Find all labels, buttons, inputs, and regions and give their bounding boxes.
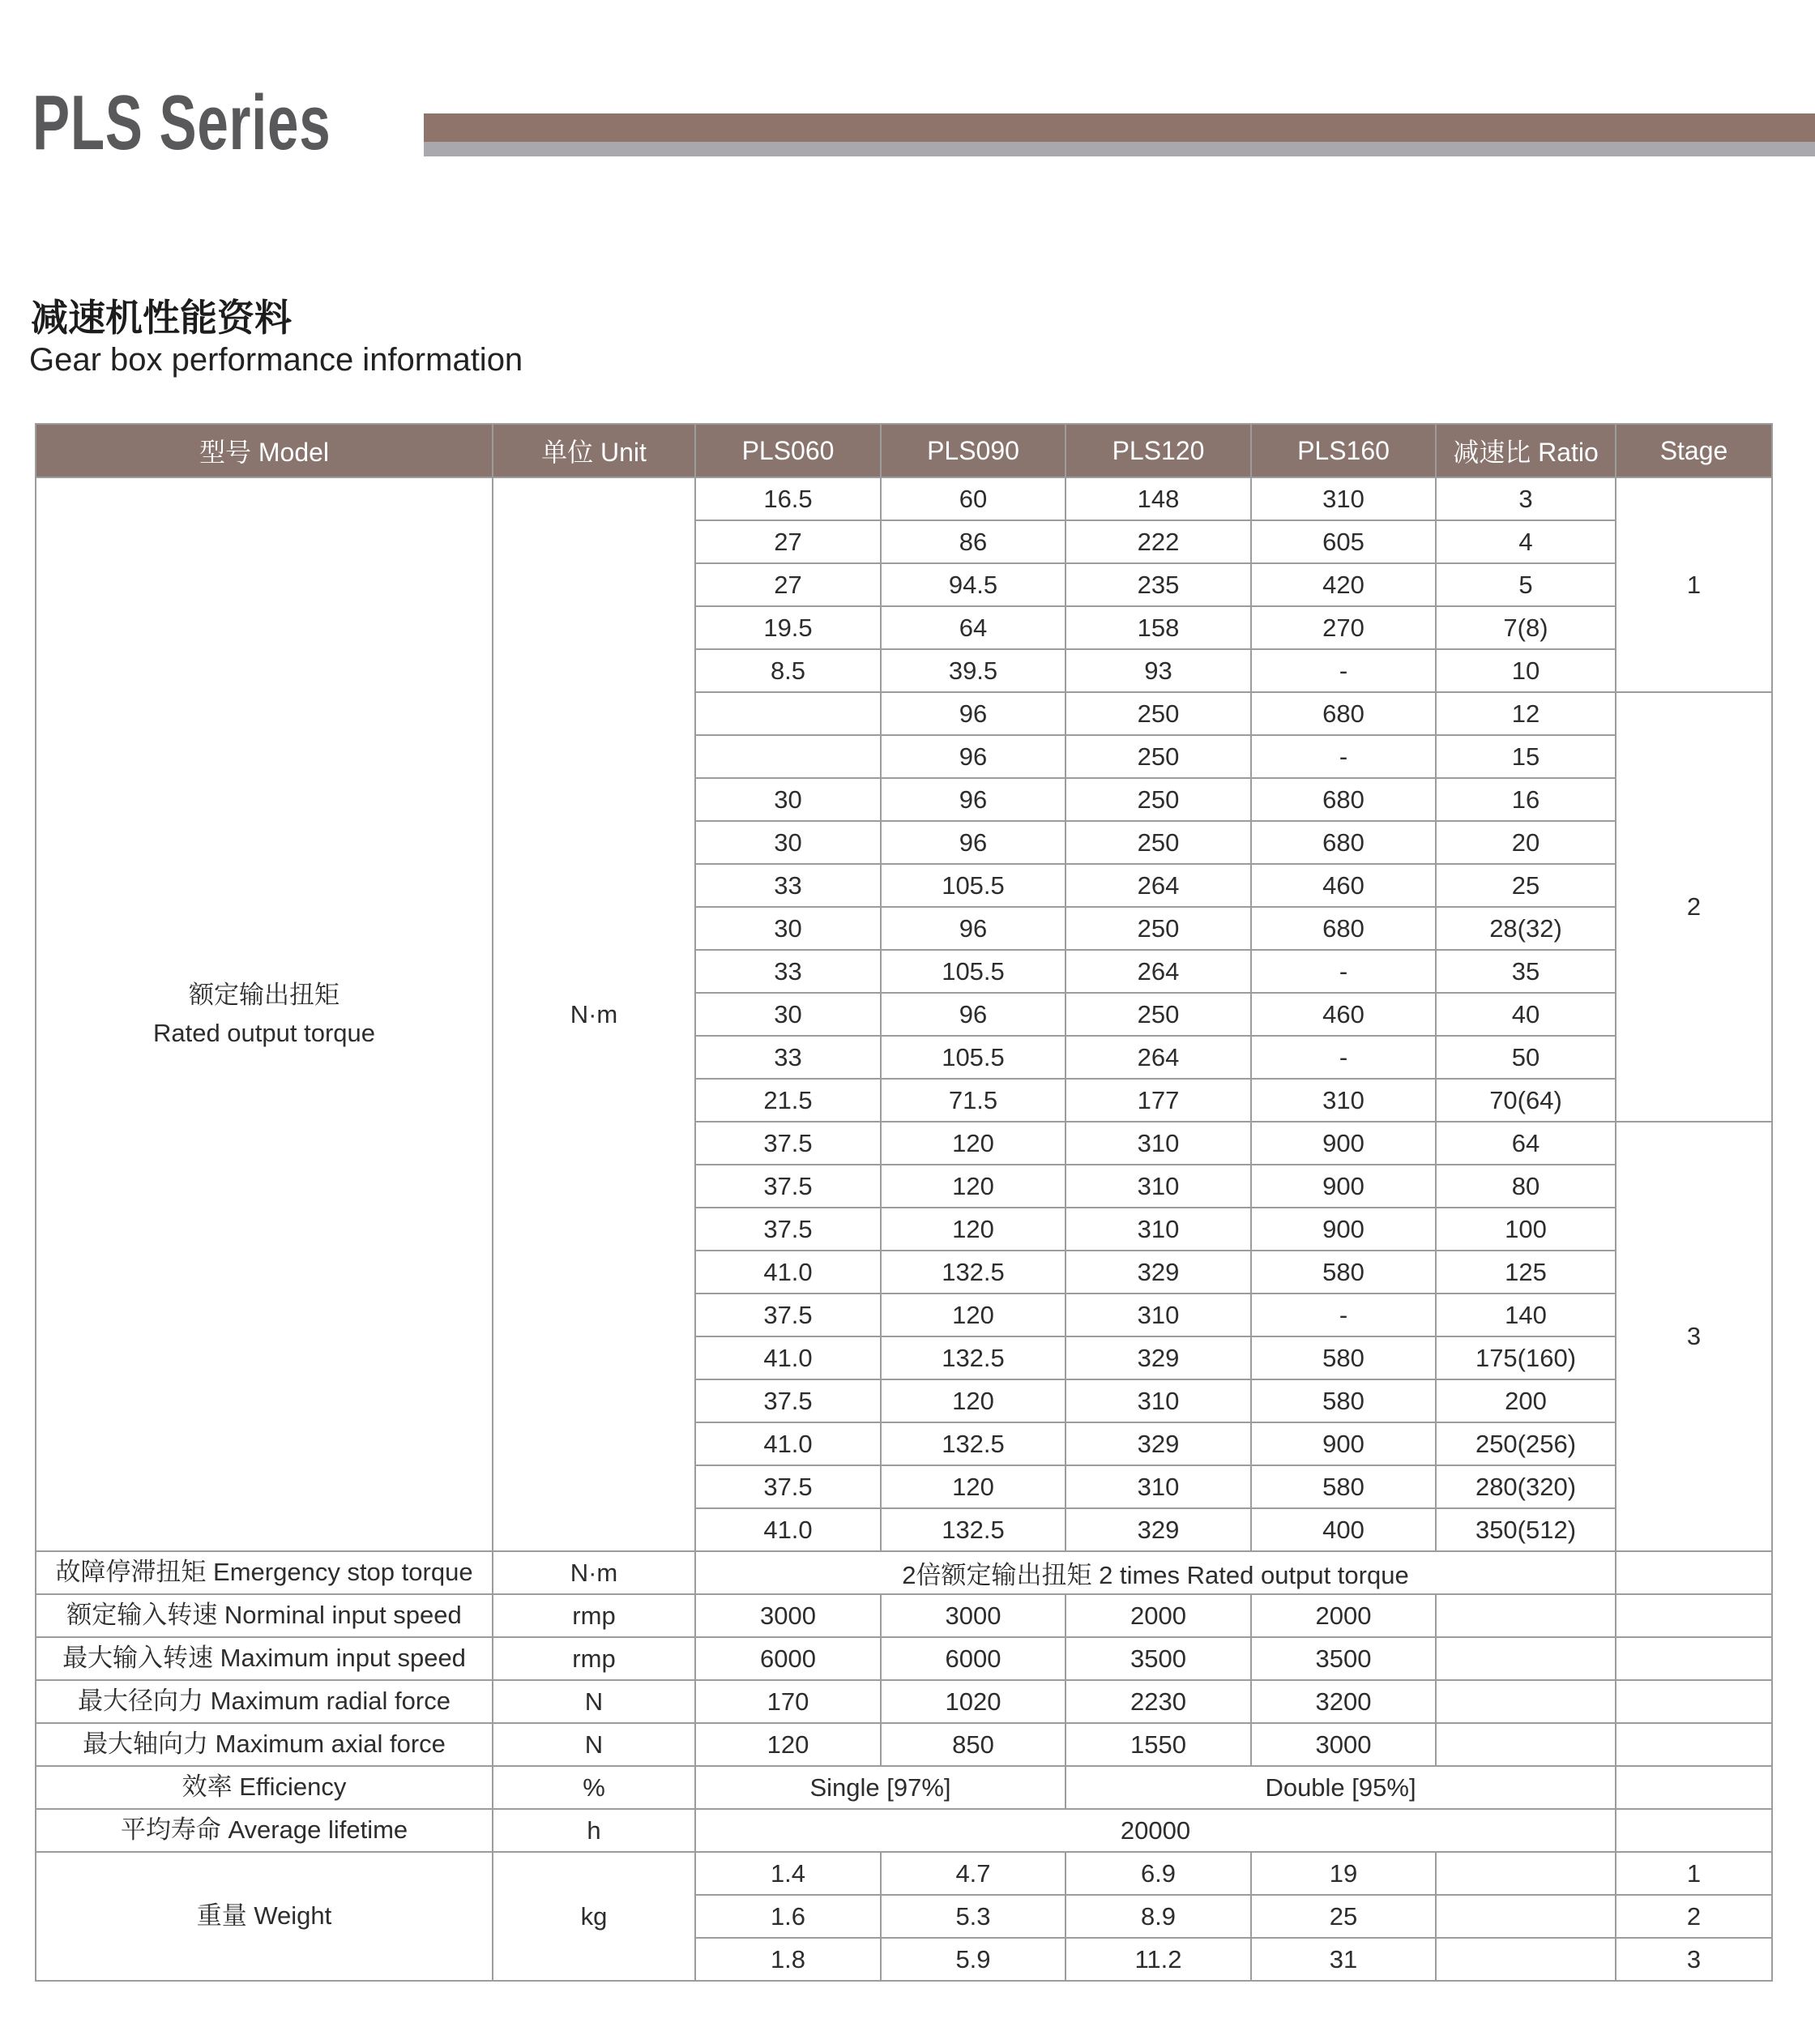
value-cell: 31 (1251, 1938, 1436, 1981)
ratio-cell: 20 (1436, 821, 1616, 864)
value-cell: 235 (1066, 563, 1251, 606)
value-cell: 86 (881, 520, 1066, 563)
ratio-cell: 50 (1436, 1036, 1616, 1079)
value-cell: 64 (881, 606, 1066, 649)
stage-cell: 3 (1616, 1938, 1772, 1981)
ratio-cell (1436, 1594, 1616, 1637)
stage-cell: 2 (1616, 692, 1772, 1122)
col-header-ratio: 减速比 Ratio (1436, 424, 1616, 477)
value-cell: 580 (1251, 1465, 1436, 1508)
stage-cell (1616, 1594, 1772, 1637)
value-cell: 30 (695, 778, 881, 821)
value-cell: - (1251, 649, 1436, 692)
value-cell: 5.3 (881, 1895, 1066, 1938)
value-cell (695, 692, 881, 735)
value-cell: 6000 (695, 1637, 881, 1680)
ratio-cell: 7(8) (1436, 606, 1616, 649)
value-cell: 460 (1251, 993, 1436, 1036)
torque-unit-cell: N·m (493, 477, 695, 1551)
table-row (36, 1852, 1772, 1895)
value-cell: 680 (1251, 692, 1436, 735)
col-header-pls090: PLS090 (881, 424, 1066, 477)
value-cell: 310 (1251, 1079, 1436, 1122)
value-cell: 680 (1251, 778, 1436, 821)
value-cell: 3500 (1066, 1637, 1251, 1680)
stage-cell: 1 (1616, 477, 1772, 692)
value-cell: - (1251, 735, 1436, 778)
value-cell: 580 (1251, 1251, 1436, 1294)
value-cell: 250 (1066, 907, 1251, 950)
spec-label-cell: 平均寿命 Average lifetime (36, 1809, 493, 1852)
performance-table (35, 423, 1773, 1982)
spec-label-cell: 额定输入转速 Norminal input speed (36, 1594, 493, 1637)
value-cell: 37.5 (695, 1165, 881, 1208)
spec-unit-cell: N (493, 1723, 695, 1766)
col-header-pls160: PLS160 (1251, 424, 1436, 477)
torque-label-en: Rated output torque (152, 1018, 376, 1047)
ratio-cell: 10 (1436, 649, 1616, 692)
value-cell: 1.8 (695, 1938, 881, 1981)
value-cell: 96 (881, 821, 1066, 864)
value-cell: 580 (1251, 1336, 1436, 1379)
ratio-cell: 140 (1436, 1294, 1616, 1336)
stage-cell (1616, 1723, 1772, 1766)
value-cell: 310 (1066, 1165, 1251, 1208)
ratio-cell: 350(512) (1436, 1508, 1616, 1551)
title-accent-bar-gray (424, 142, 1815, 156)
torque-label-cell (36, 477, 493, 1551)
value-cell: 250 (1066, 993, 1251, 1036)
value-cell (695, 735, 881, 778)
value-cell: 33 (695, 1036, 881, 1079)
value-cell: 96 (881, 692, 1066, 735)
ratio-cell: 16 (1436, 778, 1616, 821)
value-cell: 41.0 (695, 1508, 881, 1551)
value-cell: 329 (1066, 1251, 1251, 1294)
stage-cell (1616, 1637, 1772, 1680)
value-cell: 33 (695, 864, 881, 907)
value-cell: 6.9 (1066, 1852, 1251, 1895)
table-row (36, 1809, 1772, 1852)
ratio-cell (1436, 1637, 1616, 1680)
ratio-cell: 40 (1436, 993, 1616, 1036)
value-cell: 460 (1251, 864, 1436, 907)
spec-unit-cell: % (493, 1766, 695, 1809)
value-cell: 120 (881, 1465, 1066, 1508)
table-row (36, 477, 1772, 520)
spec-span-cell: 2倍额定输出扭矩 2 times Rated output torque (695, 1551, 1616, 1594)
value-cell: 37.5 (695, 1465, 881, 1508)
value-cell: 270 (1251, 606, 1436, 649)
section-title-en: Gear box performance information (29, 342, 523, 378)
value-cell: 310 (1251, 477, 1436, 520)
value-cell: 96 (881, 993, 1066, 1036)
value-cell: 264 (1066, 1036, 1251, 1079)
table-row (36, 1723, 1772, 1766)
ratio-cell: 100 (1436, 1208, 1616, 1251)
value-cell: 250 (1066, 821, 1251, 864)
value-cell: 30 (695, 821, 881, 864)
value-cell: 1.6 (695, 1895, 881, 1938)
title-accent-bar-brown (424, 113, 1815, 142)
value-cell: 329 (1066, 1336, 1251, 1379)
table-row (36, 1594, 1772, 1637)
value-cell: 250 (1066, 735, 1251, 778)
value-cell: 120 (881, 1379, 1066, 1422)
value-cell: 2230 (1066, 1680, 1251, 1723)
value-cell: 30 (695, 907, 881, 950)
value-cell: 680 (1251, 821, 1436, 864)
weight-label-cell: 重量 Weight (36, 1852, 493, 1981)
value-cell: 900 (1251, 1208, 1436, 1251)
value-cell: 41.0 (695, 1251, 881, 1294)
efficiency-double-cell: Double [95%] (1066, 1766, 1616, 1809)
value-cell: 177 (1066, 1079, 1251, 1122)
value-cell: 264 (1066, 950, 1251, 993)
value-cell: 850 (881, 1723, 1066, 1766)
value-cell: 19 (1251, 1852, 1436, 1895)
value-cell: - (1251, 1294, 1436, 1336)
stage-cell: 1 (1616, 1852, 1772, 1895)
stage-cell (1616, 1680, 1772, 1723)
value-cell: 120 (881, 1122, 1066, 1165)
value-cell: 132.5 (881, 1422, 1066, 1465)
spec-label-cell: 最大径向力 Maximum radial force (36, 1680, 493, 1723)
value-cell: 148 (1066, 477, 1251, 520)
value-cell: 8.5 (695, 649, 881, 692)
col-header-model: 型号 Model (36, 424, 493, 477)
value-cell: 105.5 (881, 950, 1066, 993)
value-cell: 96 (881, 735, 1066, 778)
value-cell: 39.5 (881, 649, 1066, 692)
ratio-cell: 280(320) (1436, 1465, 1616, 1508)
value-cell: 158 (1066, 606, 1251, 649)
ratio-cell: 12 (1436, 692, 1616, 735)
stage-cell: 2 (1616, 1895, 1772, 1938)
value-cell: 33 (695, 950, 881, 993)
value-cell: 329 (1066, 1422, 1251, 1465)
stage-cell (1616, 1551, 1772, 1594)
value-cell: 680 (1251, 907, 1436, 950)
value-cell: 900 (1251, 1165, 1436, 1208)
value-cell: 16.5 (695, 477, 881, 520)
stage-cell: 3 (1616, 1122, 1772, 1551)
ratio-cell: 5 (1436, 563, 1616, 606)
value-cell: 25 (1251, 1895, 1436, 1938)
value-cell: 264 (1066, 864, 1251, 907)
value-cell: 105.5 (881, 864, 1066, 907)
value-cell: 310 (1066, 1379, 1251, 1422)
ratio-cell: 70(64) (1436, 1079, 1616, 1122)
ratio-cell: 250(256) (1436, 1422, 1616, 1465)
value-cell: 1550 (1066, 1723, 1251, 1766)
stage-cell (1616, 1809, 1772, 1852)
ratio-cell: 15 (1436, 735, 1616, 778)
table-row (36, 1551, 1772, 1594)
ratio-cell (1436, 1680, 1616, 1723)
value-cell: 93 (1066, 649, 1251, 692)
value-cell: 132.5 (881, 1508, 1066, 1551)
value-cell: 900 (1251, 1422, 1436, 1465)
efficiency-single-cell: Single [97%] (695, 1766, 1066, 1809)
value-cell: 1020 (881, 1680, 1066, 1723)
value-cell: 41.0 (695, 1422, 881, 1465)
ratio-cell: 80 (1436, 1165, 1616, 1208)
ratio-cell: 25 (1436, 864, 1616, 907)
value-cell: 310 (1066, 1465, 1251, 1508)
spec-unit-cell: rmp (493, 1637, 695, 1680)
spec-unit-cell: h (493, 1809, 695, 1852)
value-cell: 27 (695, 563, 881, 606)
value-cell: 1.4 (695, 1852, 881, 1895)
value-cell: 3000 (881, 1594, 1066, 1637)
col-header-pls120: PLS120 (1066, 424, 1251, 477)
value-cell: 250 (1066, 692, 1251, 735)
ratio-cell: 4 (1436, 520, 1616, 563)
ratio-cell: 3 (1436, 477, 1616, 520)
col-header-unit: 单位 Unit (493, 424, 695, 477)
section-title-zh: 减速机性能资料 (31, 297, 292, 339)
ratio-cell: 125 (1436, 1251, 1616, 1294)
ratio-cell (1436, 1723, 1616, 1766)
ratio-cell (1436, 1852, 1616, 1895)
spec-label-cell: 故障停滞扭矩 Emergency stop torque (36, 1551, 493, 1594)
ratio-cell: 64 (1436, 1122, 1616, 1165)
value-cell: 96 (881, 907, 1066, 950)
ratio-cell (1436, 1895, 1616, 1938)
value-cell: 3000 (695, 1594, 881, 1637)
value-cell: 96 (881, 778, 1066, 821)
value-cell: 4.7 (881, 1852, 1066, 1895)
torque-label-zh: 额定输出扭矩 (189, 981, 340, 1009)
value-cell: 5.9 (881, 1938, 1066, 1981)
value-cell: 222 (1066, 520, 1251, 563)
spec-unit-cell: rmp (493, 1594, 695, 1637)
value-cell: 8.9 (1066, 1895, 1251, 1938)
ratio-cell: 28(32) (1436, 907, 1616, 950)
spec-span-cell: 20000 (695, 1809, 1616, 1852)
value-cell: 329 (1066, 1508, 1251, 1551)
value-cell: 170 (695, 1680, 881, 1723)
spec-label-cell: 最大输入转速 Maximum input speed (36, 1637, 493, 1680)
value-cell: 120 (881, 1208, 1066, 1251)
spec-label-cell: 效率 Efficiency (36, 1766, 493, 1809)
value-cell: 37.5 (695, 1294, 881, 1336)
value-cell: 11.2 (1066, 1938, 1251, 1981)
value-cell: 250 (1066, 778, 1251, 821)
value-cell: 3500 (1251, 1637, 1436, 1680)
table-row (36, 1766, 1772, 1809)
spec-label-cell: 最大轴向力 Maximum axial force (36, 1723, 493, 1766)
value-cell: 310 (1066, 1294, 1251, 1336)
stage-cell (1616, 1766, 1772, 1809)
table-row (36, 1637, 1772, 1680)
value-cell: 400 (1251, 1508, 1436, 1551)
weight-unit-cell: kg (493, 1852, 695, 1981)
value-cell: 605 (1251, 520, 1436, 563)
value-cell: 37.5 (695, 1208, 881, 1251)
value-cell: 132.5 (881, 1336, 1066, 1379)
value-cell: 94.5 (881, 563, 1066, 606)
page-title: PLS Series (32, 79, 331, 166)
value-cell: 420 (1251, 563, 1436, 606)
value-cell: 120 (881, 1294, 1066, 1336)
value-cell: 41.0 (695, 1336, 881, 1379)
value-cell: - (1251, 1036, 1436, 1079)
header-row (36, 424, 1772, 477)
value-cell: 71.5 (881, 1079, 1066, 1122)
ratio-cell: 175(160) (1436, 1336, 1616, 1379)
value-cell: 105.5 (881, 1036, 1066, 1079)
col-header-pls060: PLS060 (695, 424, 881, 477)
spec-unit-cell: N·m (493, 1551, 695, 1594)
table-row (36, 1680, 1772, 1723)
value-cell: 27 (695, 520, 881, 563)
value-cell: 30 (695, 993, 881, 1036)
ratio-cell: 35 (1436, 950, 1616, 993)
value-cell: 120 (695, 1723, 881, 1766)
value-cell: 310 (1066, 1122, 1251, 1165)
spec-unit-cell: N (493, 1680, 695, 1723)
value-cell: 37.5 (695, 1122, 881, 1165)
value-cell: 6000 (881, 1637, 1066, 1680)
col-header-stage: Stage (1616, 424, 1772, 477)
value-cell: 580 (1251, 1379, 1436, 1422)
value-cell: 37.5 (695, 1379, 881, 1422)
value-cell: 21.5 (695, 1079, 881, 1122)
value-cell: 900 (1251, 1122, 1436, 1165)
ratio-cell: 200 (1436, 1379, 1616, 1422)
value-cell: 132.5 (881, 1251, 1066, 1294)
value-cell: 19.5 (695, 606, 881, 649)
value-cell: 2000 (1251, 1594, 1436, 1637)
value-cell: 60 (881, 477, 1066, 520)
value-cell: 3200 (1251, 1680, 1436, 1723)
value-cell: 3000 (1251, 1723, 1436, 1766)
value-cell: 2000 (1066, 1594, 1251, 1637)
value-cell: 120 (881, 1165, 1066, 1208)
ratio-cell (1436, 1938, 1616, 1981)
value-cell: 310 (1066, 1208, 1251, 1251)
value-cell: - (1251, 950, 1436, 993)
